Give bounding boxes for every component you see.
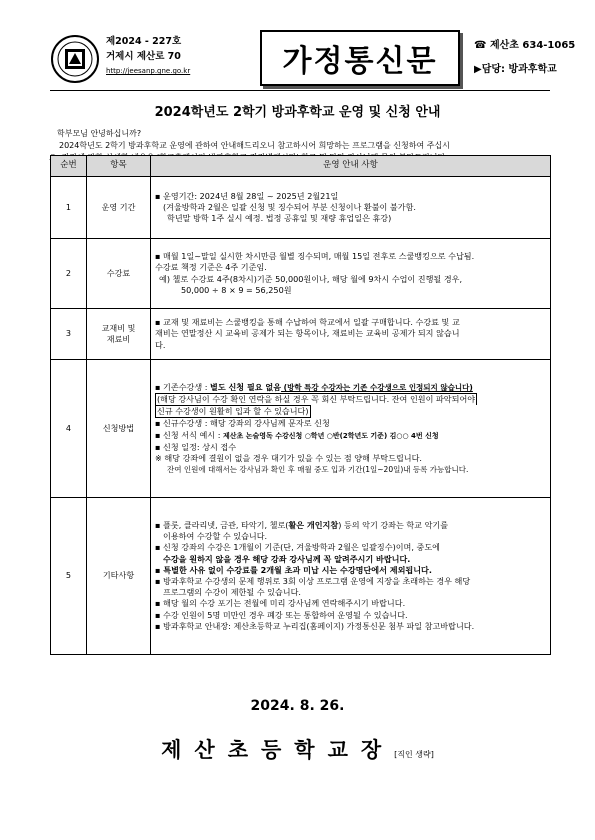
emphasis-text: 별도 신청 필요 없음 [210, 381, 282, 392]
school-emblem-logo [50, 34, 100, 84]
text-line: 학년말 방학 1주 실시 예정. 법정 공휴일 및 재량 휴업일은 휴강) [167, 213, 392, 224]
text-line: 재비는 연말정산 시 교육비 공제가 되는 항목이나, 재료비는 교육비 공제가 되지 않습니 [155, 328, 460, 339]
header-item: 항목 [87, 156, 151, 177]
header-content: 운영 안내 사항 [151, 156, 551, 177]
text-line [155, 520, 546, 531]
row-num: 4 [51, 360, 87, 498]
text-line: (겨울방학과 2월은 일괄 신청 및 징수되어 부분 신청이나 환불이 불가함. [163, 201, 416, 212]
row-num: 3 [51, 309, 87, 360]
row-item: 운영 기간 [87, 177, 151, 239]
school-phone: ☎ 제산초 634-1065 [474, 40, 576, 51]
text-line: 예) 첼로 수강료 4주(8차시)기준 50,000원이나, 해당 월에 9차시 수업이 진행될 경우, [159, 273, 463, 284]
text-line: 잔여 인원에 대해서는 강사님과 확인 후 매월 중도 입과 기간(1일~20일)내 등록 가능합니다. [167, 465, 469, 475]
contact-info [474, 34, 594, 82]
newsletter-title: 가정통신문 [260, 30, 460, 86]
table-row [51, 239, 551, 309]
text-line: 수강을 원하지 않을 경우 해당 강좌 강사님께 꼭 알려주시기 바랍니다. [163, 553, 411, 564]
emphasis-text: 제산초 논술영독 수강신청 ○학년 ○반(2학년도 기준) 김○○ 4번 신청 [223, 431, 439, 440]
text-line [155, 382, 546, 393]
text-span: ▪ 플룻, 클라리넷, 금관, 타악기, 첼로( [155, 519, 289, 530]
header-divider [50, 90, 550, 91]
table-row [51, 498, 551, 655]
row-item: 신청방법 [87, 360, 151, 498]
table-row [51, 360, 551, 498]
text-line: ▪ 방과후학교 수강생의 문제 행위로 3회 이상 프로그램 운영에 지장을 초래하는 경우 해당 [155, 576, 471, 586]
text-line: 다. [155, 339, 166, 350]
guidance-table [50, 155, 551, 655]
table-row [51, 177, 551, 239]
text-line: ▪ 신청 일정: 상시 접수 [155, 441, 237, 452]
text-line: ▪ 해당 월의 수강 포기는 전월에 미리 강사님께 연락해주시기 바랍니다. [155, 598, 406, 609]
principal-signature [0, 734, 595, 764]
text-line: 프로그램의 수강이 제한될 수 있습니다. [163, 587, 301, 598]
row-content [151, 239, 551, 309]
issue-number: 제2024 - 227호 [106, 36, 182, 47]
boxed-note [155, 405, 311, 418]
row-item [87, 309, 151, 360]
document-title: 2024학년도 2학기 방과후학교 운영 및 신청 안내 [154, 105, 441, 120]
text-line: ▪ 방과후학교 안내장: 제산초등학교 누리집(홈페이지) 가정통신문 첨부 파일 참고바랍니다. [155, 620, 475, 631]
text-line: ※ 해당 강좌에 결원이 없을 경우 대기가 있을 수 있는 점 양해 부탁드립니다. [155, 452, 422, 463]
boxed-note [155, 393, 477, 405]
text-line: 50,000 ÷ 8 × 9 = 56,250원 [181, 284, 292, 295]
text-line: ▪ 매월 1일~말일 실시한 차시만큼 월별 징수되며, 매월 15일 전후로 스쿨뱅킹으로 수납됨. [155, 251, 475, 262]
text-span: ▪ 기존수강생 : [155, 381, 211, 392]
row-item: 기타사항 [87, 498, 151, 655]
text-line: ▪ 운영기간: 2024년 8월 28일 ~ 2025년 2월21일 [155, 190, 339, 201]
row-content [151, 309, 551, 360]
text-line: ▪ 특별한 사유 없이 수강료를 2개월 초과 미납 시는 수강명단에서 제외됩니다. [155, 564, 432, 575]
item-line: 교재비 및 [101, 322, 136, 333]
text-span: 신규 수강생이 원활히 입과 할 수 있습니다) [157, 406, 309, 417]
text-span: ) 등의 악기 강좌는 학교 악기를 [338, 519, 449, 530]
seal-note: [직인 생략] [394, 750, 434, 759]
row-num: 2 [51, 239, 87, 309]
text-line: ▪ 수강 인원이 5명 미만인 경우 폐강 또는 통합하여 운영될 수 있습니다. [155, 609, 408, 620]
table-row [51, 309, 551, 360]
school-url-link[interactable]: http://jeesanp.gne.go.kr [106, 67, 191, 75]
newsletter-header [50, 30, 576, 90]
text-line: 수강료 책정 기준은 4주 기준임. [155, 262, 267, 273]
intro-greeting: 학부모님 안녕하십니까? [57, 129, 142, 138]
text-line: ▪ 신규수강생 : 해당 강좌의 강사님께 문자로 신청 [155, 418, 330, 429]
row-item: 수강료 [87, 239, 151, 309]
emphasis-text: 활은 개인지참 [288, 519, 339, 530]
text-line: 이용하여 수강할 수 있습니다. [163, 531, 268, 542]
issue-date: 2024. 8. 26. [250, 698, 345, 714]
text-line: ▪ 신청 강좌의 수강은 1개월이 기준(단, 겨울방학과 2월은 일괄징수)이며, 중도에 [155, 542, 440, 553]
row-content [151, 498, 551, 655]
intro-line-1: 2024학년도 2학기 방과후학교 운영에 관하여 안내해드리오니 참고하시어 희망하는 프로그램을 신청하여 주십시 [59, 141, 450, 150]
text-line [155, 430, 546, 442]
principal-name: 제산초등학교장 [161, 737, 395, 762]
header-num: 순번 [51, 156, 87, 177]
school-address: 거제시 제산로 70 [106, 51, 181, 62]
text-span: (해당 강사님이 수강 확인 연락을 하실 경우 꼭 회신 부탁드립니다. 잔여 인원이 파악되어야 [157, 393, 476, 404]
text-line: ▪ 교재 및 재료비는 스쿨뱅킹을 통해 수납하여 학교에서 일괄 구매합니다. 수강료 및 교 [155, 317, 460, 328]
contact-person: ▶담당: 방과후학교 [474, 64, 557, 75]
row-content [151, 360, 551, 498]
issue-info [106, 34, 236, 79]
text-span: ▪ 신청 서식 예시 : [155, 429, 223, 440]
table-header-row [51, 156, 551, 177]
row-num: 5 [51, 498, 87, 655]
row-content [151, 177, 551, 239]
item-line: 재료비 [106, 334, 131, 344]
row-num: 1 [51, 177, 87, 239]
emphasis-text: (방학 특강 수강자는 기존 수강생으로 인정되지 않습니다) [281, 382, 473, 392]
